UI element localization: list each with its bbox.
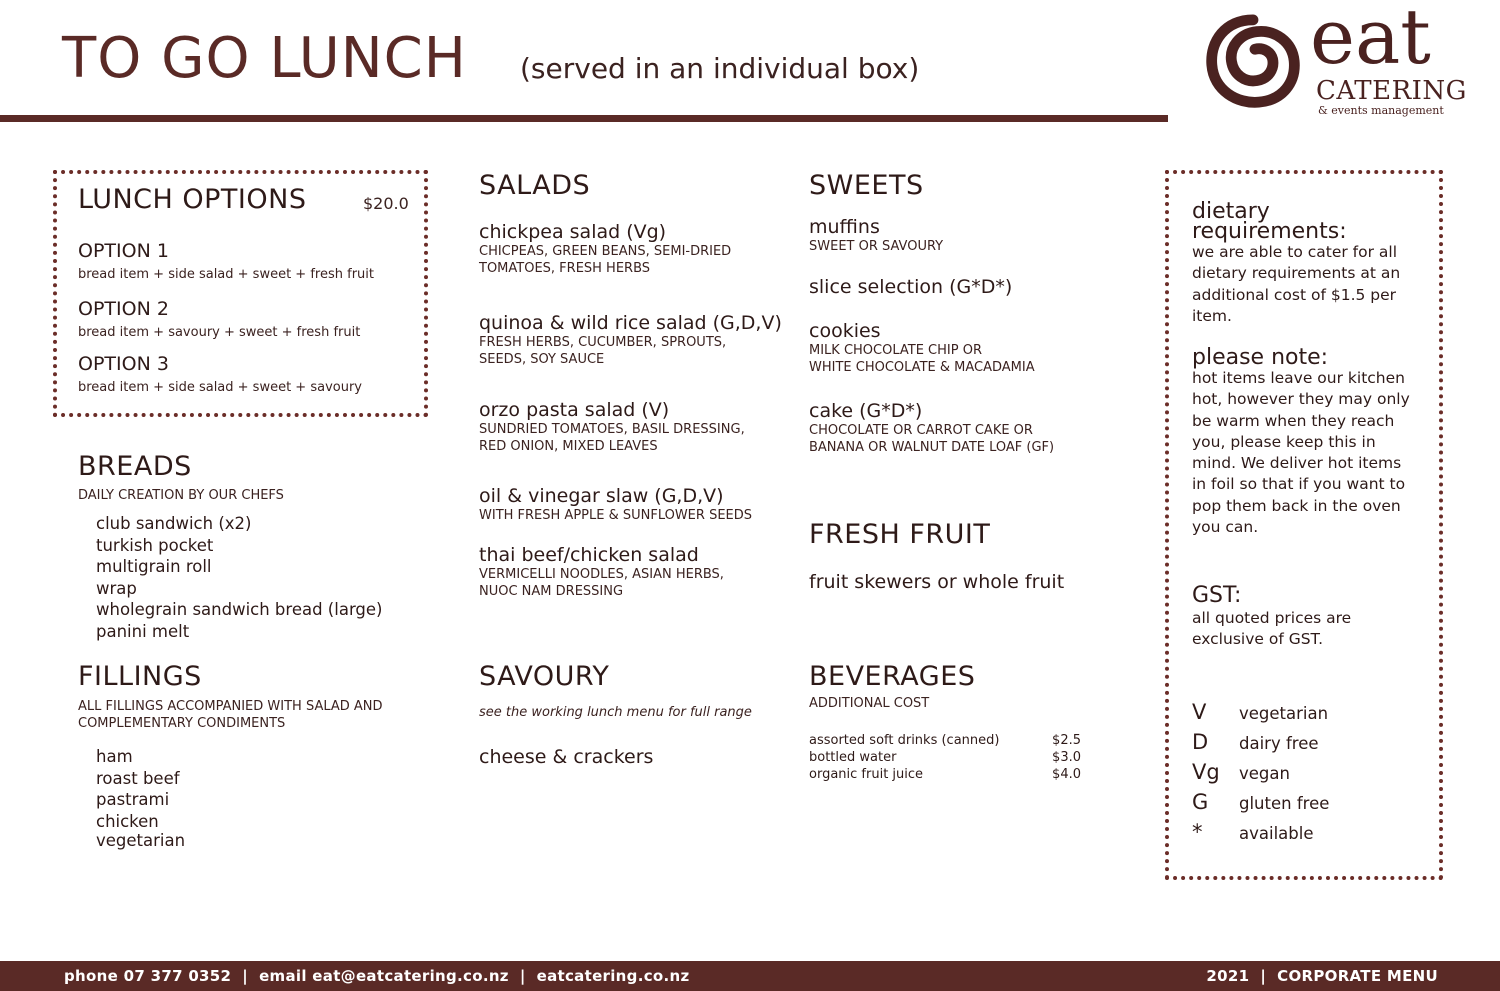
salad-item	[479, 485, 752, 524]
fillings-sub-line: ALL FILLINGS ACCOMPANIED WITH SALAD AND	[78, 699, 383, 714]
dietary-line: dietary requirements at an	[1192, 264, 1401, 283]
breads-subheading: DAILY CREATION BY OUR CHEFS	[78, 488, 284, 503]
breads-list	[96, 513, 383, 642]
list-item: club sandwich (x2)	[96, 514, 252, 533]
salad-item	[479, 221, 731, 277]
sweet-desc: WHITE CHOCOLATE & MACADAMIA	[809, 360, 1035, 375]
beverages-subheading: ADDITIONAL COST	[809, 696, 930, 711]
key-row	[1192, 820, 1427, 850]
key-symbol: *	[1192, 820, 1203, 844]
dietary-section	[1192, 199, 1427, 327]
salad-name: oil & vinegar slaw (G,D,V)	[479, 485, 724, 507]
list-item: wrap	[96, 578, 137, 598]
footer-email-link[interactable]: email eat@eatcatering.co.nz	[259, 967, 509, 985]
salad-desc: CHICPEAS, GREEN BEANS, SEMI-DRIED	[479, 244, 732, 259]
dietary-line: item.	[1192, 306, 1232, 325]
savoury-heading: SAVOURY	[479, 661, 610, 692]
list-item: ham	[96, 747, 133, 766]
fillings-sub-line: COMPLEMENTARY CONDIMENTS	[78, 716, 286, 731]
sweet-desc: BANANA OR WALNUT DATE LOAF (GF)	[809, 440, 1055, 455]
salad-desc: RED ONION, MIXED LEAVES	[479, 439, 658, 454]
footer-contact	[64, 967, 690, 985]
beverage-row	[809, 732, 1081, 749]
key-label: dairy free	[1239, 734, 1319, 753]
list-item: multigrain roll	[96, 557, 212, 576]
key-symbol: Vg	[1192, 760, 1220, 784]
dietary-heading: requirements:	[1192, 219, 1347, 244]
beverage-price: $2.5	[1052, 733, 1081, 748]
sweet-desc: SWEET OR SAVOURY	[809, 239, 944, 254]
salad-desc: TOMATOES, FRESH HERBS	[479, 261, 651, 276]
gst-section	[1192, 584, 1427, 651]
note-line: you, please keep this in	[1192, 432, 1376, 451]
key-label: vegetarian	[1239, 704, 1329, 723]
beverages-list	[809, 732, 1081, 783]
note-line: hot items leave our kitchen	[1192, 369, 1405, 387]
gst-heading: GST:	[1192, 583, 1242, 608]
beverage-row	[809, 766, 1081, 783]
salad-desc: SEEDS, SOY SAUCE	[479, 352, 605, 367]
option-name: OPTION 3	[78, 353, 169, 375]
salad-desc: FRESH HERBS, CUCUMBER, SPROUTS,	[479, 335, 727, 350]
list-item: turkish pocket	[96, 535, 214, 555]
beverage-name: organic fruit juice	[809, 767, 924, 782]
beverage-name: assorted soft drinks (canned)	[809, 733, 1000, 748]
logo-tagline: & events management	[1318, 104, 1444, 117]
salad-item	[479, 312, 782, 368]
sweet-name: muffins	[809, 216, 880, 238]
fillings-heading: FILLINGS	[78, 661, 202, 692]
key-row	[1192, 760, 1427, 790]
dietary-line: additional cost of $1.5 per	[1192, 285, 1397, 304]
breads-heading: BREADS	[78, 451, 192, 482]
eat-catering-logo	[1204, 0, 1467, 120]
salad-item	[479, 544, 724, 600]
fresh-fruit-heading: FRESH FRUIT	[809, 519, 991, 550]
fillings-subheading	[78, 698, 383, 732]
option-name: OPTION 2	[78, 298, 169, 320]
footer-bar	[0, 961, 1500, 991]
sweet-name: cookies	[809, 320, 881, 342]
key-row	[1192, 700, 1427, 730]
option-desc: bread item + side salad + sweet + fresh fruit	[78, 267, 374, 282]
salad-name: quinoa & wild rice salad (G,D,V)	[479, 312, 782, 334]
footer-meta	[1206, 967, 1438, 985]
savoury-item: cheese & crackers	[479, 746, 654, 768]
key-row	[1192, 790, 1427, 820]
salad-desc: VERMICELLI NOODLES, ASIAN HERBS,	[479, 567, 724, 582]
sweet-desc: CHOCOLATE OR CARROT CAKE OR	[809, 423, 1033, 438]
footer-website-link[interactable]: eatcatering.co.nz	[536, 967, 690, 985]
note-line: hot, however they may only	[1192, 390, 1410, 409]
sweet-item	[809, 216, 943, 255]
option-desc: bread item + side salad + sweet + savoury	[78, 380, 363, 395]
gst-line: exclusive of GST.	[1192, 630, 1324, 649]
page-subtitle: (served in an individual box)	[520, 52, 920, 85]
list-item: roast beef	[96, 768, 180, 788]
key-symbol: G	[1192, 790, 1209, 814]
footer-label: CORPORATE MENU	[1277, 967, 1438, 985]
note-line: you can.	[1192, 518, 1259, 537]
salad-desc: NUOC NAM DRESSING	[479, 584, 624, 599]
list-item: chicken	[96, 811, 159, 831]
beverage-name: bottled water	[809, 750, 897, 765]
note-line: pop them back in the oven	[1192, 496, 1401, 515]
beverage-row	[809, 749, 1081, 766]
logo-catering: CATERING	[1316, 76, 1467, 106]
header-divider	[0, 115, 1168, 122]
list-item: pastrami	[96, 790, 170, 809]
lunch-options-price: $20.0	[363, 194, 409, 213]
key-label: vegan	[1239, 764, 1290, 783]
key-label: available	[1239, 824, 1314, 843]
gst-line: all quoted prices are	[1192, 609, 1352, 627]
lunch-options-heading: LUNCH OPTIONS	[78, 184, 307, 215]
dietary-heading: dietary	[1192, 199, 1270, 224]
salad-name: chickpea salad (Vg)	[479, 221, 667, 243]
key-symbol: D	[1192, 730, 1209, 754]
key-symbol: V	[1192, 700, 1207, 724]
footer-separator: |	[519, 967, 526, 985]
salads-heading: SALADS	[479, 170, 591, 201]
key-label: gluten free	[1239, 794, 1330, 813]
beverages-heading: BEVERAGES	[809, 661, 976, 692]
beverage-price: $4.0	[1052, 767, 1081, 782]
footer-separator: |	[1260, 967, 1267, 985]
salad-name: orzo pasta salad (V)	[479, 399, 670, 421]
footer-phone: phone 07 377 0352	[64, 967, 232, 985]
sweet-name: cake (G*D*)	[809, 400, 923, 422]
note-line: mind. We deliver hot items	[1192, 454, 1402, 473]
note-line: be warm when they reach	[1192, 411, 1395, 430]
dietary-key	[1192, 700, 1427, 850]
please-note-section	[1192, 345, 1427, 538]
salad-desc: SUNDRIED TOMATOES, BASIL DRESSING,	[479, 422, 745, 437]
salad-name: thai beef/chicken salad	[479, 544, 699, 566]
sweet-item	[809, 276, 1012, 298]
key-row	[1192, 730, 1427, 760]
sweet-item	[809, 320, 1035, 376]
sweet-desc: MILK CHOCOLATE CHIP OR	[809, 343, 982, 358]
list-item: vegetarian	[96, 831, 186, 850]
salad-item	[479, 399, 745, 455]
sweet-name: slice selection (G*D*)	[809, 276, 1013, 298]
logo-word: eat	[1310, 0, 1431, 81]
footer-separator: |	[242, 967, 249, 985]
sweet-item	[809, 400, 1054, 456]
list-item: panini melt	[96, 621, 190, 641]
sweets-heading: SWEETS	[809, 170, 924, 201]
swirl-icon	[1204, 12, 1302, 110]
footer-year: 2021	[1206, 967, 1250, 985]
page-title: TO GO LUNCH	[62, 26, 467, 91]
option-desc: bread item + savoury + sweet + fresh fruit	[78, 325, 361, 340]
salad-desc: WITH FRESH APPLE & SUNFLOWER SEEDS	[479, 508, 753, 523]
beverage-price: $3.0	[1052, 750, 1081, 765]
note-line: in foil so that if you want to	[1192, 475, 1406, 494]
dietary-line: we are able to cater for all	[1192, 243, 1398, 261]
savoury-note: see the working lunch menu for full range	[479, 705, 752, 720]
fillings-list	[96, 746, 185, 850]
list-item: wholegrain sandwich bread (large)	[96, 600, 383, 619]
option-name: OPTION 1	[78, 240, 169, 262]
please-note-heading: please note:	[1192, 345, 1329, 370]
fresh-fruit-item: fruit skewers or whole fruit	[809, 571, 1065, 593]
